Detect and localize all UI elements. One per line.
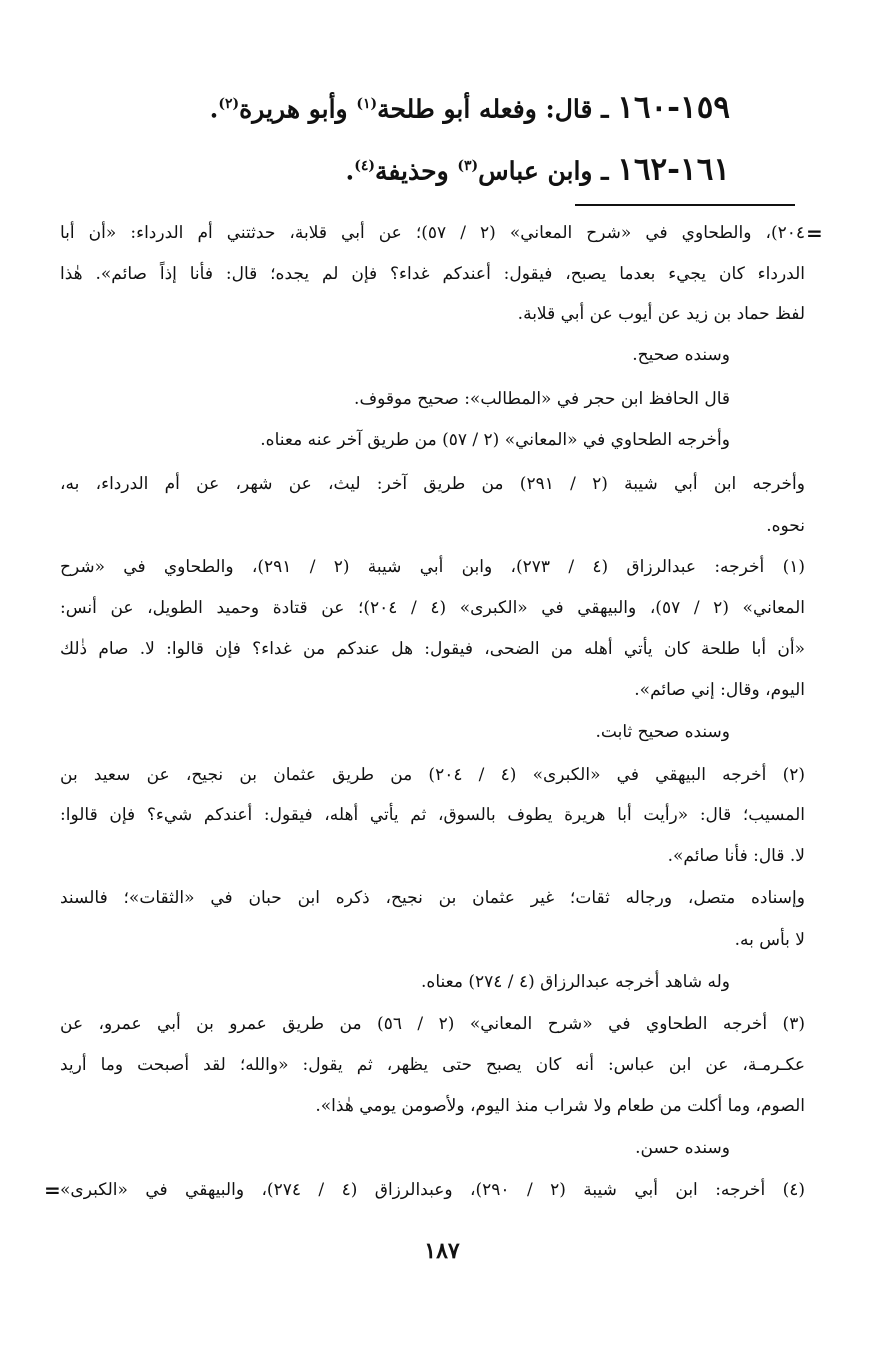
footnote-line: لا. قال: فأنا صائم». xyxy=(667,846,805,866)
main-text-line-1 xyxy=(210,84,730,129)
footnote-line: لا بأس به. xyxy=(734,930,805,950)
footnote-line: المعاني» (٢ / ٥٧)، والبيهقي في «الكبرى» (٤ / ٢٠٤)؛ عن قتادة وحميد الطويل، عن أنس: xyxy=(60,598,805,618)
footnote-line: نحوه. xyxy=(766,516,805,536)
footnote-line: وأخرجه ابن أبي شيبة (٢ / ٢٩١) من طريق آخر: ليث، عن شهر، عن أم الدرداء، به، xyxy=(60,474,805,494)
main-text-segment: ـ قال: وفعله أبو طلحة xyxy=(377,94,609,124)
main-text-end: . xyxy=(345,156,355,186)
main-text-line-2 xyxy=(346,146,731,191)
footnote-separator xyxy=(575,204,795,206)
footnote-line: وسنده صحيح ثابت. xyxy=(595,722,730,742)
footnote-line: وأخرجه الطحاوي في «المعاني» (٢ / ٥٧) من طريق آخر عنه معناه. xyxy=(260,430,730,450)
footnote-line: ٢٠٤)، والطحاوي في «شرح المعاني» (٢ / ٥٧)؛ عن أبي قلابة، حدثتني أم الدرداء: «أن أبا xyxy=(60,223,805,243)
footnote-ref-3: (٣) xyxy=(457,158,479,174)
footnote-line: وسنده حسن. xyxy=(635,1138,730,1158)
continuation-mark-top: = xyxy=(806,221,823,245)
footnote-line: (٢) أخرجه البيهقي في «الكبرى» (٤ / ٢٠٤) من طريق عثمان بن نجيح، عن سعيد بن xyxy=(60,765,805,785)
footnote-line: (٣) أخرجه الطحاوي في «شرح المعاني» (٢ / ٥٦) من طريق عمرو بن أبي عمرو، عن xyxy=(60,1014,805,1034)
footnote-line: وإسناده متصل، ورجاله ثقات؛ غير عثمان بن نجيح، ذكره ابن حبان في «الثقات»؛ فالسند xyxy=(60,888,805,908)
footnote-line: لفظ حماد بن زيد عن أيوب عن أبي قلابة. xyxy=(517,304,805,324)
main-text-segment: وحذيفة xyxy=(375,156,458,186)
main-text-segment: ـ وابن عباس xyxy=(478,156,609,186)
footnote-ref-4: (٤) xyxy=(354,158,375,174)
footnote-line: قال الحافظ ابن حجر في «المطالب»: صحيح موقوف. xyxy=(354,389,730,409)
hadith-number-159-160: ١٥٩-١٦٠ xyxy=(617,89,730,126)
main-text-segment: وأبو هريرة xyxy=(239,94,357,124)
footnote-line: الدرداء كان يجيء بعدما يصبح، فيقول: أعندكم غداء؟ فإن لم يجده؛ قال: فأنا إذاً صائم». هٰذا xyxy=(60,264,805,284)
hadith-number-161-162: ١٦١-١٦٢ xyxy=(617,151,730,188)
footnote-line: «أن أبا طلحة كان يأتي أهله من الضحى، فيقول: هل عندكم من غداء؟ فإن قالوا: لا. صام ذٰلك xyxy=(60,639,805,659)
footnote-line: عكـرمـة، عن ابن عباس: أنه كان يصبح حتى يظهر، ثم يقول: «والله؛ لقد أصبحت وما أريد xyxy=(60,1055,805,1075)
page-number: ١٨٧ xyxy=(424,1238,460,1264)
footnote-line: اليوم، وقال: إني صائم». xyxy=(634,680,805,700)
footnote-line: وسنده صحيح. xyxy=(632,345,730,365)
footnote-line: المسيب؛ قال: «رأيت أبا هريرة يطوف بالسوق، ثم يأتي أهله، فيقول: أعندكم شيء؟ فإن قالوا: xyxy=(60,805,805,825)
footnote-line: (٤) أخرجه: ابن أبي شيبة (٢ / ٢٩٠)، وعبدالرزاق (٤ / ٢٧٤)، والبيهقي في «الكبرى» xyxy=(60,1180,806,1200)
main-text-end: . xyxy=(209,94,219,124)
footnote-ref-1: (١) xyxy=(356,96,378,112)
footnote-line: الصوم، وما أكلت من طعام ولا شراب منذ اليوم، ولأصومن يومي هٰذا». xyxy=(315,1096,805,1116)
footnote-line: وله شاهد أخرجه عبدالرزاق (٤ / ٢٧٤) معناه. xyxy=(421,972,730,992)
footnote-line: (١) أخرجه: عبدالرزاق (٤ / ٢٧٣)، وابن أبي شيبة (٢ / ٢٩١)، والطحاوي في «شرح xyxy=(60,557,805,577)
continuation-mark-bottom: = xyxy=(44,1178,61,1202)
footnote-ref-2: (٢) xyxy=(218,96,240,112)
